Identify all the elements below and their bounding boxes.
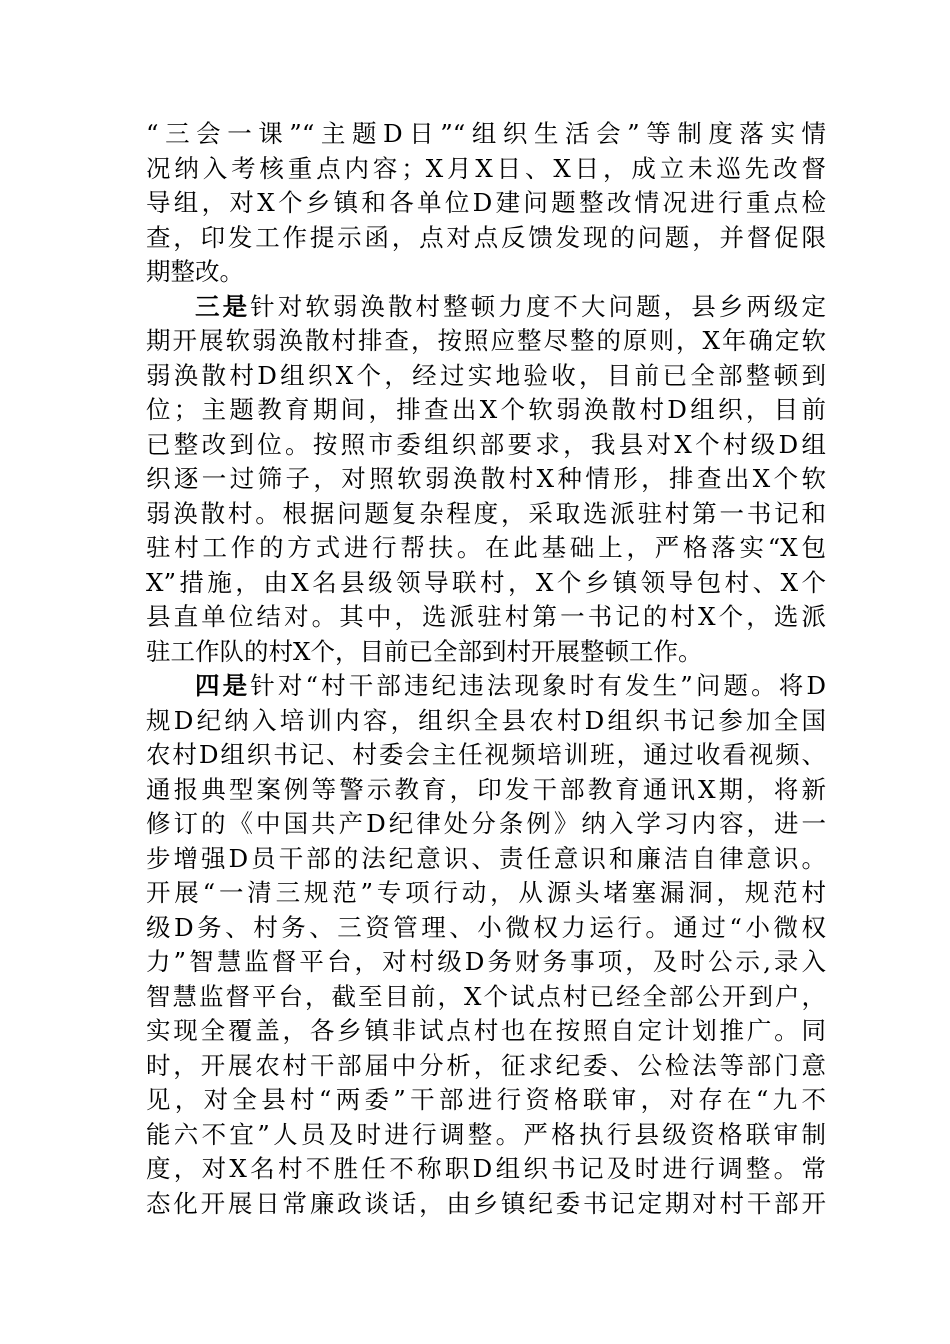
paragraph-first-line [146, 669, 826, 704]
document-body [146, 117, 826, 1221]
text-line: 级D务、村务、三资管理、小微权力运行。通过“小微权 [146, 912, 826, 942]
text-line: 已整改到位。按照市委组织部要求，我县对X个村级D组 [146, 429, 826, 459]
text-span: 针对软弱涣散村整顿力度不大问题，县乡两级定 [250, 291, 827, 321]
paragraph-3 [146, 669, 826, 1221]
paragraph-1 [146, 117, 826, 290]
text-line: 态化开展日常廉政谈话，由乡镇纪委书记定期对村干部开 [146, 1188, 826, 1218]
text-line: 规D纪纳入培训内容，组织全县农村D组织书记参加全国 [146, 705, 826, 735]
text-line: X”措施，由X名县级领导联村，X个乡镇领导包村、X个 [146, 567, 826, 597]
text-span: 针对“村干部违纪违法现象时有发生”问题。将D [250, 671, 826, 700]
text-line: 织逐一过筛子，对照软弱涣散村X种情形，排查出X个软 [146, 464, 826, 493]
text-line: 驻村工作的方式进行帮扶。在此基础上，严格落实“X包 [146, 533, 826, 562]
text-line: 力”智慧监督平台，对村级D务财务事项，及时公示,录入 [146, 947, 826, 976]
text-line: 况纳入考核重点内容；X月X日、X日，成立未巡先改督 [146, 153, 826, 183]
text-line: “三会一课”“主题D日”“组织生活会”等制度落实情 [146, 119, 826, 148]
text-line: 开展“一清三规范”专项行动，从源头堵塞漏洞，规范村 [146, 878, 826, 907]
text-line: 弱涣散村。根据问题复杂程度，采取选派驻村第一书记和 [146, 498, 826, 528]
text-line: 驻工作队的村X个，目前已全部到村开展整顿工作。 [146, 636, 703, 666]
text-line: 期整改。 [146, 257, 244, 286]
text-line: 位；主题教育期间，排查出X个软弱涣散村D组织，目前 [146, 395, 826, 424]
text-line: 智慧监督平台，截至目前，X个试点村已经全部公开到户， [146, 981, 826, 1011]
paragraph-2 [146, 290, 826, 670]
text-line: 通报典型案例等警示教育，印发干部教育通讯X期，将新 [146, 774, 826, 804]
text-line: 度，对X名村不胜任不称职D组织书记及时进行调整。常 [146, 1154, 826, 1183]
text-line: 修订的《中国共产D纪律处分条例》纳入学习内容，进一 [146, 809, 826, 838]
text-line: 时，开展农村干部届中分析，征求纪委、公检法等部门意 [146, 1050, 826, 1080]
text-line: 见，对全县村“两委”干部进行资格联审，对存在“九不 [146, 1085, 826, 1114]
text-line: 农村D组织书记、村委会主任视频培训班，通过收看视频、 [146, 740, 826, 769]
paragraph-lead: 四是 [195, 671, 251, 700]
text-line: 弱涣散村D组织X个，经过实地验收，目前已全部整顿到 [146, 360, 826, 390]
text-line: 县直单位结对。其中，选派驻村第一书记的村X个，选派 [146, 602, 826, 631]
paragraph-first-line [146, 290, 826, 325]
text-line: 期开展软弱涣散村排查，按照应整尽整的原则，X年确定软 [146, 326, 826, 355]
text-line: 导组，对X个乡镇和各单位D建问题整改情况进行重点检 [146, 188, 826, 217]
text-line: 实现全覆盖，各乡镇非试点村也在按照自定计划推广。同 [146, 1016, 826, 1045]
text-line: 步增强D员干部的法纪意识、责任意识和廉洁自律意识。 [146, 843, 826, 873]
text-line: 查，印发工作提示函，点对点反馈发现的问题，并督促限 [146, 222, 826, 252]
paragraph-lead: 三是 [195, 291, 251, 321]
text-line: 能六不宜”人员及时进行调整。严格执行县级资格联审制 [146, 1119, 826, 1149]
